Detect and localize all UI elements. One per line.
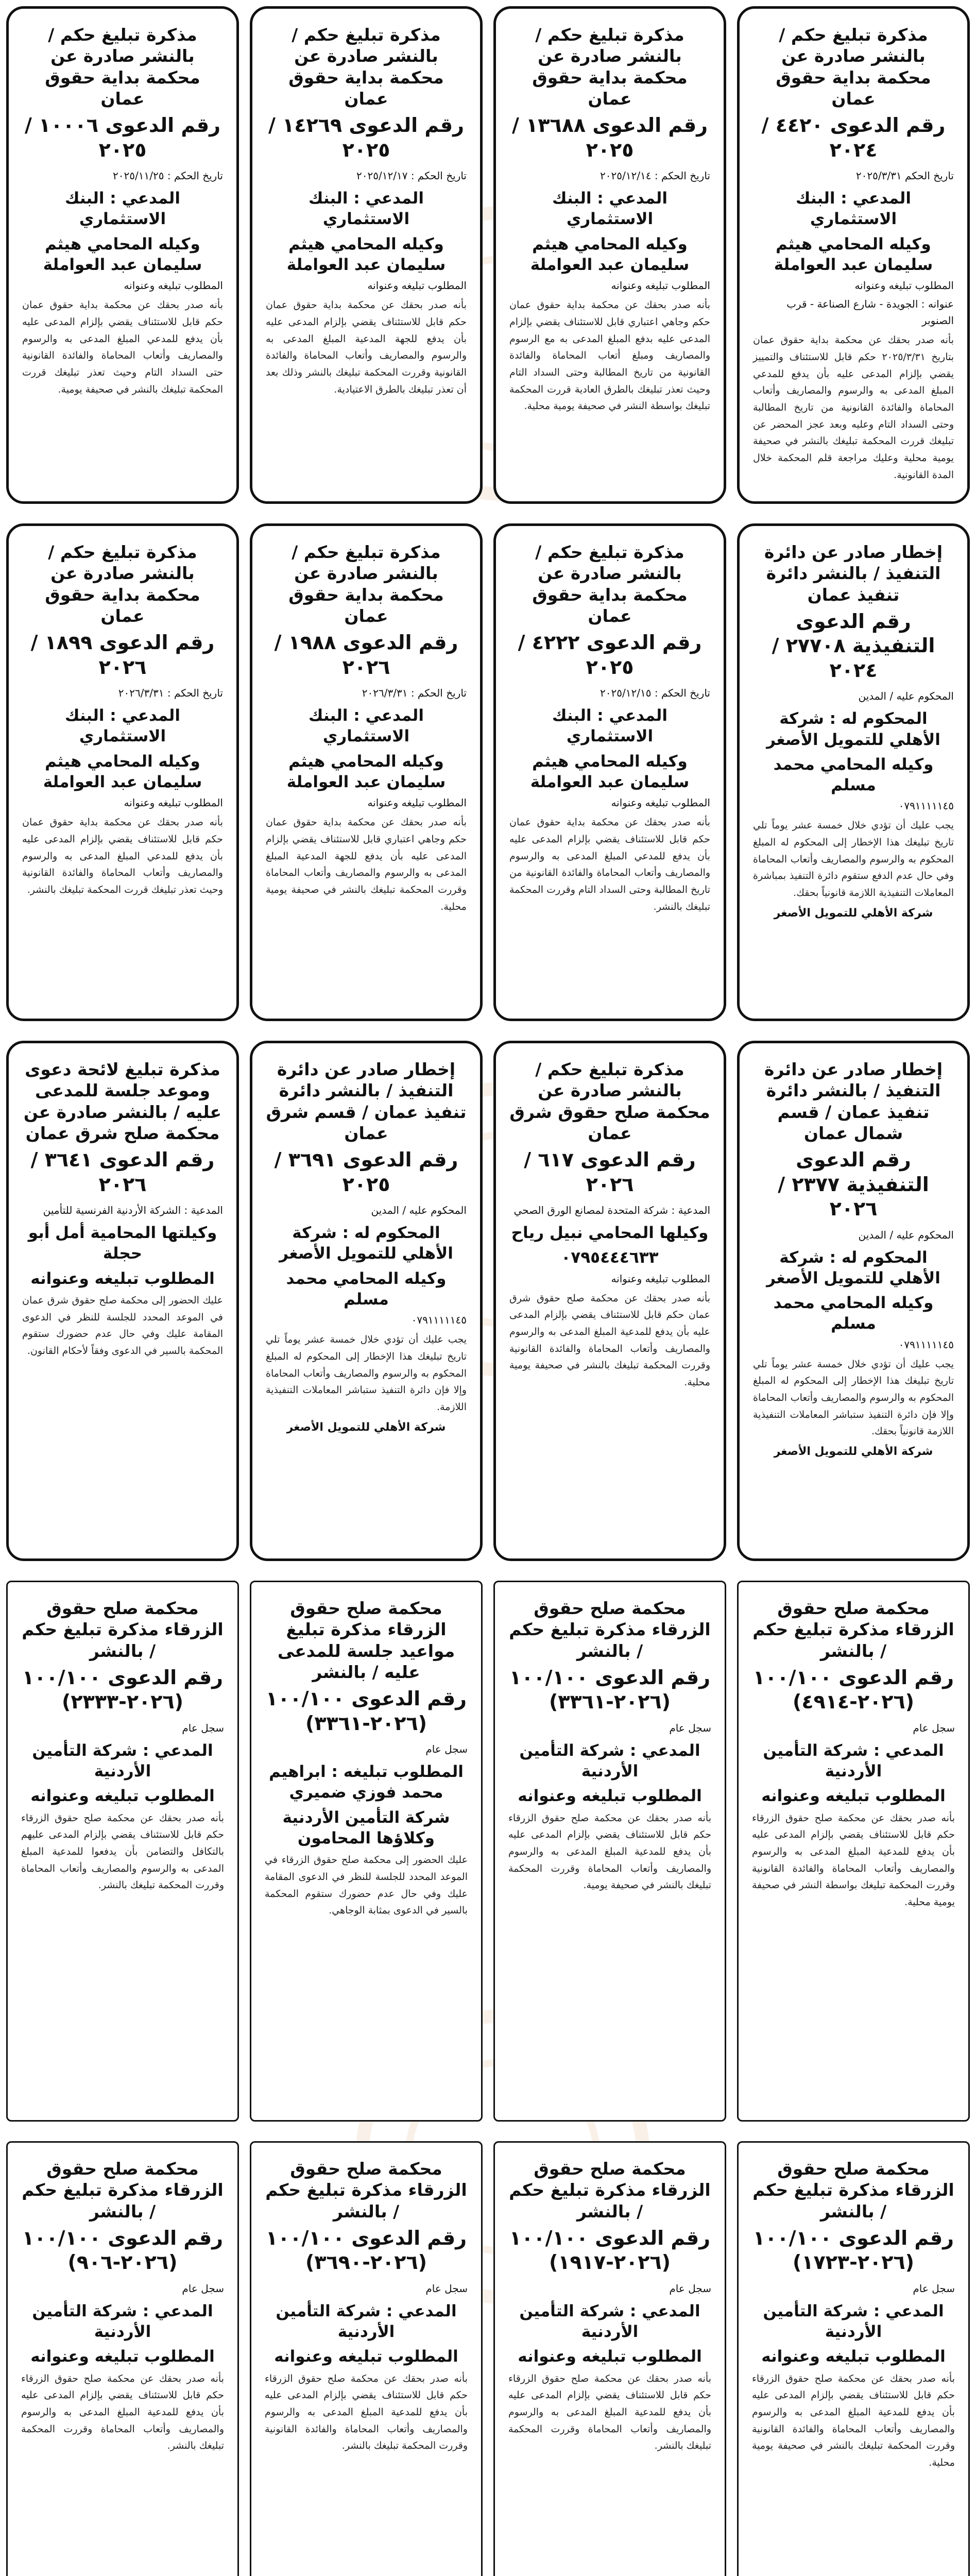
notice-title: محكمة صلح حقوق الزرقاء مذكرة تبليغ حكم / بالنشر — [509, 1598, 711, 1661]
notice-body-text: بأنه صدر بحقك عن محكمة صلح حقوق الزرقاء حكم قابل للاستئناف يقضي بإلزام المدعى عليهم بالتكافل والتضامن بأن يدفعوا للمدعية المبلغ المدعى به والرسوم والمصاريف وأتعاب المحاماة وقررت المحكمة تبليغك بالنشر. — [21, 1812, 224, 1891]
notice-title: مذكرة تبليغ حكم / بالنشر صادرة عن محكمة بداية حقوق عمان — [776, 25, 931, 109]
notice-detail-line: سجل عام — [182, 2282, 224, 2295]
legal-notice-card — [493, 1581, 726, 2122]
notice-detail-line: تاريخ الحكم : ٢٠٢٥/١٢/١٤ — [600, 170, 710, 182]
notice-detail-line: المطلوب تبليغه وعنوانه — [611, 279, 710, 292]
legal-notice-card — [6, 6, 239, 504]
notice-detail-line: المطلوب تبليغه : ابراهيم محمد فوزي ضميري — [269, 1762, 464, 1802]
notice-detail-line: سجل عام — [913, 1721, 955, 1734]
legal-notice-card — [250, 2141, 483, 2576]
case-number: رقم الدعوى ١٩٨٨ / ٢٠٢٦ — [274, 631, 458, 679]
case-number: رقم الدعوى التنفيذية ٢٣٧٧ / ٢٠٢٦ — [778, 1148, 929, 1220]
notice-detail-line: وكيله المحامي محمد مسلم — [773, 1294, 934, 1333]
legal-notice-card — [737, 523, 970, 1021]
notice-body-text: بأنه صدر بحقك عن محكمة بداية حقوق عمان حكم قابل للاستئناف يقضي بإلزام المدعى عليه بأن يدفع للمدعي المبلغ المدعى به والرسوم والمصاريف وأتعاب المحاماة والفائدة القانونية وحيث تعذر تبليغك قررت المحكمة تبليغك بالنشر. — [22, 817, 223, 895]
notice-body-text: يجب عليك أن تؤدي خلال خمسة عشر يوماً تلي تاريخ تبليغك هذا الإخطار إلى المحكوم له المبلغ المحكوم به والرسوم والمصاريف وأتعاب المحاماة وإلا فإن دائرة التنفيذ ستباشر المعاملات التنفيذية اللازمة. — [266, 1334, 467, 1413]
legal-notice-card — [493, 1041, 726, 1561]
notice-title: مذكرة تبليغ حكم / بالنشر صادرة عن محكمة بداية حقوق عمان — [45, 25, 200, 109]
notice-detail-line: المدعية : شركة المتحدة لمصانع الورق الصحي — [513, 1204, 710, 1216]
notice-detail-line: وكيلتها المحامية أمل أبو حجلة — [28, 1224, 217, 1263]
notice-detail-line: سجل عام — [425, 2282, 468, 2295]
notice-detail-line: شركة التأمين الأردنية وكلاؤها المحامون — [282, 1808, 450, 1848]
notice-detail-line: المحكوم عليه / المدين — [858, 1228, 954, 1241]
notice-detail-line: تاريخ الحكم : ٢٠٢٥/١٢/١٥ — [600, 687, 710, 699]
case-number: رقم الدعوى ١٠٠/١٠٠ (٢٠٢٦-١٩١٧) — [509, 2226, 710, 2274]
notice-title: مذكرة تبليغ لائحة دعوى وموعد جلسة للمدعى عليه / بالنشر صادرة عن محكمة صلح شرق عمان — [23, 1059, 222, 1143]
notice-detail-line: المطلوب تبليغه وعنوانه — [611, 796, 710, 809]
case-number: رقم الدعوى ١٣٦٨٨ / ٢٠٢٥ — [512, 114, 708, 161]
notice-detail-line: وكيله المحامي هيثم سليمان عبد العواملة — [530, 234, 690, 274]
notice-detail-line: وكيله المحامي هيثم سليمان عبد العواملة — [43, 234, 202, 274]
case-number: رقم الدعوى ٤٢٢٢ / ٢٠٢٥ — [518, 631, 702, 679]
notice-title: مذكرة تبليغ حكم / بالنشر صادرة عن محكمة صلح حقوق شرق عمان — [509, 1059, 710, 1143]
notice-detail-line: ٠٧٩١١١١١٤٥ — [411, 1314, 467, 1327]
case-number: رقم الدعوى ٣٦٤١ / ٢٠٢٦ — [30, 1148, 215, 1196]
notice-detail-line: المدعي : شركة التأمين الأردنية — [519, 2301, 700, 2342]
notice-detail-line: المطلوب تبليغه وعنوانه — [611, 1272, 710, 1285]
notice-title: إخطار صادر عن دائرة التنفيذ / بالنشر دائرة تنفيذ عمان / قسم شمال عمان — [764, 1059, 943, 1143]
notice-detail-line: ٠٧٩١١١١١٤٥ — [898, 1338, 954, 1351]
notice-detail-line: وكيله المحامي هيثم سليمان عبد العواملة — [286, 234, 446, 274]
notice-detail-line: المدعي : شركة التأمين الأردنية — [276, 2301, 457, 2342]
legal-notice-card — [737, 2141, 970, 2576]
notice-body-text: بأنه صدر بحقك عن محكمة صلح حقوق الزرقاء حكم قابل للاستئناف يقضي بإلزام المدعى عليه بأن يدفع للمدعية المبلغ المدعى به والرسوم والمصاريف وأتعاب المحاماة والفائدة القانونية وقررت المحكمة تبليغك بالنشر. — [265, 2372, 468, 2452]
notice-title: محكمة صلح حقوق الزرقاء مذكرة تبليغ مواعيد جلسة للمدعى عليه / بالنشر — [277, 1598, 455, 1682]
case-number: رقم الدعوى ١٠٠/١٠٠ (٢٠٢٦-٣٣٦١) — [509, 1666, 710, 1714]
notice-detail-line: وكيله المحامي محمد مسلم — [286, 1269, 447, 1309]
notice-title: محكمة صلح حقوق الزرقاء مذكرة تبليغ حكم / بالنشر — [22, 1598, 224, 1661]
notice-detail-line: المدعية : الشركة الأردنية الفرنسية للتأمين — [43, 1204, 223, 1216]
notice-body-text: بأنه صدر بحقك عن محكمة بداية حقوق عمان حكم قابل للاستئناف يقضي بإلزام المدعى عليه بأن يدفع للمدعي المبلغ المدعى به والرسوم والمصاريف وأتعاب المحاماة والفائدة القانونية حتى السداد التام وحيث تعذر تبليغك قررت المحكمة تبليغك بالنشر في صحيفة يومية. — [22, 299, 223, 395]
notice-detail-line: المدعي : شركة التأمين الأردنية — [519, 1741, 700, 1781]
notice-detail-line: المدعي : البنك الاستثماري — [552, 706, 667, 746]
notice-detail-line: المدعي : شركة التأمين الأردنية — [763, 2301, 944, 2342]
notice-detail-line: المطلوب تبليغه وعنوانه — [761, 1787, 946, 1806]
legal-notice-card — [250, 1581, 483, 2122]
notice-detail-line: المطلوب تبليغه وعنوانه — [124, 796, 223, 809]
notice-body-text: بأنه صدر بحقك عن محكمة صلح حقوق الزرقاء حكم قابل للاستئناف يقضي بإلزام المدعى عليه بأن يدفع للمدعية المبلغ المدعى به والرسوم والمصاريف وأتعاب المحاماة وقررت المحكمة تبليغك بالنشر. — [21, 2372, 224, 2452]
notice-detail-line: المدعي : شركة التأمين الأردنية — [763, 1741, 944, 1781]
notice-body-text: بأنه صدر بحقك عن محكمة بداية حقوق عمان بتاريخ ٢٠٢٥/٣/٣١ حكم قابل للاستئناف والتمييز يقضي بإلزام المدعى عليه بأن يدفع للمدعي المبلغ المدعى به والرسوم والمصاريف وأتعاب المحاماة والفائدة القانونية من تاريخ المطالبة وحتى السداد التام وعليه وبعد عجز المحضر عن تبليغك قررت المحكمة تبليغك بالنشر في صحيفة يومية محلية وعليك مراجعة قلم المحكمة خلال المدة القانونية. — [753, 334, 954, 481]
notice-detail-line: المطلوب تبليغه وعنوانه — [367, 796, 467, 809]
notice-detail-line: المحكوم له : شركة الأهلي للتمويل الأصغر — [279, 1224, 453, 1263]
notice-signature: شركة الأهلي للتمويل الأصغر — [774, 906, 933, 920]
notice-title: محكمة صلح حقوق الزرقاء مذكرة تبليغ حكم / بالنشر — [265, 2159, 467, 2222]
classified-ads-grid — [6, 6, 970, 2576]
notice-detail-line: وكيلها المحامي نبيل رياح — [511, 1224, 709, 1242]
legal-notice-card — [6, 1581, 239, 2122]
case-number: رقم الدعوى ١٠٠/١٠٠ (٢٠٢٦-٣٦٩٠) — [266, 2226, 467, 2274]
notice-detail-line: المطلوب تبليغه وعنوانه — [854, 279, 954, 292]
notice-detail-line: ٠٧٩٥٤٤٤٦٣٣ — [561, 1248, 659, 1267]
notice-detail-line: وكيله المحامي هيثم سليمان عبد العواملة — [286, 752, 446, 791]
case-number: رقم الدعوى ٣٦٩١ / ٢٠٢٥ — [274, 1148, 458, 1196]
legal-notice-card — [737, 1581, 970, 2122]
notice-detail-line: سجل عام — [913, 2282, 955, 2295]
notice-detail-line: المحكوم له : شركة الأهلي للتمويل الأصغر — [766, 1248, 940, 1287]
notice-body-text: بأنه صدر بحقك عن محكمة صلح حقوق شرق عمان حكم قابل للاستئناف يقضي بإلزام المدعى عليه بأن يدفع للمدعية المبلغ المدعى به والرسوم والمصاريف وأتعاب المحاماة والفائدة القانونية وقررت المحكمة تبليغك بالنشر في صحيفة يومية محلية. — [509, 1292, 710, 1388]
notice-title: مذكرة تبليغ حكم / بالنشر صادرة عن محكمة بداية حقوق عمان — [288, 542, 444, 626]
notice-detail-line: تاريخ الحكم : ٢٠٢٦/٣/٣١ — [362, 687, 467, 699]
notice-detail-line: المدعي : البنك الاستثماري — [796, 189, 911, 229]
notice-detail-line: المدعي : البنك الاستثماري — [552, 189, 667, 229]
notice-detail-line: سجل عام — [182, 1721, 224, 1734]
notice-body-text: بأنه صدر بحقك عن محكمة صلح حقوق الزرقاء حكم قابل للاستئناف يقضي بإلزام المدعى عليه بأن يدفع للمدعية المبلغ المدعى به والرسوم والمصاريف وأتعاب المحاماة وقررت المحكمة تبليغك بالنشر في صحيفة يومية. — [508, 1812, 711, 1891]
notice-detail-line: المحكوم عليه / المدين — [371, 1204, 467, 1216]
notice-body-text: بأنه صدر بحقك عن محكمة صلح حقوق الزرقاء حكم قابل للاستئناف يقضي بإلزام المدعى عليه بأن يدفع للمدعية المبلغ المدعى به والرسوم والمصاريف وأتعاب المحاماة والفائدة القانونية وقررت المحكمة تبليغك بواسطة النشر في صحيفة يومية محلية. — [752, 1812, 955, 1908]
notice-detail-line: المطلوب تبليغه وعنوانه — [30, 1787, 215, 1806]
notice-detail-line: المدعي : البنك الاستثماري — [65, 189, 180, 229]
notice-detail-line: المطلوب تبليغه وعنوانه — [761, 2347, 946, 2366]
legal-notice-card — [737, 6, 970, 504]
notice-detail-line: عنوانه : الجويدة - شارع الصناعة - قرب الصنوبر — [786, 298, 954, 327]
notice-detail-line: المدعي : البنك الاستثماري — [309, 189, 424, 229]
notice-body-text: عليك الحضور إلى محكمة صلح حقوق الزرقاء في الموعد المحدد للجلسة للنظر في الدعوى المقامة عليك وفي حال عدم حضورك ستقوم المحكمة بالسير في الدعوى بمثابة الوجاهي. — [265, 1854, 468, 1917]
notice-detail-line: وكيله المحامي هيثم سليمان عبد العواملة — [530, 752, 690, 791]
case-number: رقم الدعوى ١٨٩٩ / ٢٠٢٦ — [30, 631, 215, 679]
notice-detail-line: المدعي : البنك الاستثماري — [65, 706, 180, 746]
notice-body-text: عليك الحضور إلى محكمة صلح حقوق شرق عمان في الموعد المحدد للجلسة للنظر في الدعوى المقامة عليك وفي حال عدم حضورك ستقوم المحكمة بالسير في الدعوى وفقاً لأحكام القانون. — [22, 1294, 223, 1357]
notice-title: مذكرة تبليغ حكم / بالنشر صادرة عن محكمة بداية حقوق عمان — [45, 542, 200, 626]
notice-body-text: يجب عليك أن تؤدي خلال خمسة عشر يوماً تلي تاريخ تبليغك هذا الإخطار إلى المحكوم له المبلغ المحكوم به والرسوم والمصاريف وأتعاب المحاماة وفي حال عدم الدفع ستقوم دائرة التنفيذ بمباشرة المعاملات التنفيذية اللازمة قانونياً بحقك. — [753, 820, 954, 899]
notice-detail-line: المطلوب تبليغه وعنوانه — [30, 1269, 215, 1288]
notice-signature: شركة الأهلي للتمويل الأصغر — [774, 1445, 933, 1459]
case-number: رقم الدعوى ١٠٠/١٠٠ (٢٠٢٦-٣٣٦١) — [266, 1687, 467, 1735]
legal-notice-card — [493, 2141, 726, 2576]
notice-detail-line: المطلوب تبليغه وعنوانه — [518, 1787, 702, 1806]
notice-title: مذكرة تبليغ حكم / بالنشر صادرة عن محكمة بداية حقوق عمان — [288, 25, 444, 109]
case-number: رقم الدعوى ٦١٧ / ٢٠٢٦ — [524, 1148, 696, 1196]
legal-notice-card — [6, 2141, 239, 2576]
notice-detail-line: تاريخ الحكم ٢٠٢٥/٣/٣١ — [855, 170, 954, 182]
notice-signature: شركة الأهلي للتمويل الأصغر — [286, 1420, 446, 1434]
case-number: رقم الدعوى التنفيذية ٢٧٧٠٨ / ٢٠٢٤ — [772, 609, 935, 682]
legal-notice-card — [493, 523, 726, 1021]
notice-detail-line: المطلوب تبليغه وعنوانه — [30, 2347, 215, 2366]
notice-body-text: بأنه صدر بحقك عن محكمة بداية حقوق عمان حكم وجاهي اعتباري قابل للاستئناف يقضي بإلزام المدعى عليه بدفع المبلغ المدعى به مع الرسوم والمصاريف ومبلغ أتعاب المحاماة والفائدة القانونية من تاريخ المطالبة وحتى السداد التام وحيث تعذر تبليغك بالطرق العادية قررت المحكمة تبليغك بواسطة النشر في صحيفة يومية محلية. — [509, 299, 710, 412]
notice-detail-line: ٠٧٩١١١١١٤٥ — [898, 800, 954, 812]
notice-body-text: بأنه صدر بحقك عن محكمة صلح حقوق الزرقاء حكم قابل للاستئناف يقضي بإلزام المدعى عليه بأن يدفع للمدعية المبلغ المدعى به والرسوم والمصاريف وأتعاب المحاماة والفائدة القانونية وقررت المحكمة تبليغك بالنشر في صحيفة يومية محلية. — [752, 2372, 955, 2468]
legal-notice-card — [737, 1041, 970, 1561]
notice-detail-line: المطلوب تبليغه وعنوانه — [367, 279, 467, 292]
case-number: رقم الدعوى ١٠٠/١٠٠ (٢٠٢٦-٤٩١٤) — [753, 1666, 954, 1714]
notice-detail-line: المطلوب تبليغه وعنوانه — [274, 2347, 458, 2366]
case-number: رقم الدعوى ١٠٠٠٦ / ٢٠٢٥ — [25, 114, 220, 161]
notice-body-text: بأنه صدر بحقك عن محكمة بداية حقوق عمان حكم قابل للاستئناف يقضي بإلزام المدعى عليه بأن يدفع للمدعي المبلغ المدعى به والرسوم والمصاريف وأتعاب المحاماة والفائدة القانونية من تاريخ المطالبة وحتى السداد التام وقررت المحكمة تبليغك بالنشر. — [509, 817, 710, 912]
notice-detail-line: وكيله المحامي هيثم سليمان عبد العواملة — [43, 752, 202, 791]
notice-title: إخطار صادر عن دائرة التنفيذ / بالنشر دائرة تنفيذ عمان — [764, 542, 943, 605]
notice-title: محكمة صلح حقوق الزرقاء مذكرة تبليغ حكم / بالنشر — [22, 2159, 224, 2222]
notice-detail-line: المدعي : البنك الاستثماري — [309, 706, 424, 746]
notice-detail-line: تاريخ الحكم : ٢٠٢٥/١١/٢٥ — [113, 170, 223, 182]
notice-detail-line: المطلوب تبليغه وعنوانه — [124, 279, 223, 292]
notice-body-text: بأنه صدر بحقك عن محكمة بداية حقوق عمان حكم قابل للاستئناف يقضي بإلزام المدعى عليه بأن يدفع للجهة المدعية المبلغ المدعى به والرسوم والمصاريف وأتعاب المحاماة والفائدة القانونية وقررت المحكمة تبليغك بالنشر وذلك بعد أن تعذر تبليغك بالطرق الاعتيادية. — [266, 299, 467, 395]
legal-notice-card — [493, 6, 726, 504]
notice-detail-line: سجل عام — [425, 1743, 468, 1755]
notice-detail-line: سجل عام — [669, 1721, 711, 1734]
notice-body-text: يجب عليك أن تؤدي خلال خمسة عشر يوماً تلي تاريخ تبليغك هذا الإخطار إلى المحكوم له المبلغ المحكوم به والرسوم والمصاريف وأتعاب المحاماة وإلا فإن دائرة التنفيذ ستباشر المعاملات التنفيذية اللازمة قانونياً بحقك. — [753, 1358, 954, 1437]
case-number: رقم الدعوى ١٠٠/١٠٠ (٢٠٢٦-٢٣٣٣) — [22, 1666, 223, 1714]
notice-detail-line: المدعي : شركة التأمين الأردنية — [32, 1741, 213, 1781]
notice-detail-line: المدعي : شركة التأمين الأردنية — [32, 2301, 213, 2342]
case-number: رقم الدعوى ٤٤٢٠ / ٢٠٢٤ — [761, 114, 946, 161]
case-number: رقم الدعوى ١٠٠/١٠٠ (٢٠٢٦-١٧٢٣) — [753, 2226, 954, 2274]
legal-notice-card — [250, 6, 483, 504]
notice-title: إخطار صادر عن دائرة التنفيذ / بالنشر دائرة تنفيذ عمان / قسم شرق عمان — [266, 1059, 467, 1143]
notice-detail-line: تاريخ الحكم : ٢٠٢٥/١٢/١٧ — [356, 170, 467, 182]
notice-detail-line: تاريخ الحكم : ٢٠٢٦/٣/٣١ — [118, 687, 223, 699]
legal-notice-card — [6, 1041, 239, 1561]
notice-detail-line: وكيله المحامي هيثم سليمان عبد العواملة — [774, 234, 933, 274]
notice-title: محكمة صلح حقوق الزرقاء مذكرة تبليغ حكم / بالنشر — [752, 2159, 954, 2222]
legal-notice-card — [250, 1041, 483, 1561]
notice-detail-line: وكيله المحامي محمد مسلم — [773, 755, 934, 795]
legal-notice-card — [6, 523, 239, 1021]
case-number: رقم الدعوى ١٠٠/١٠٠ (٢٠٢٦-٩٠٦) — [22, 2226, 223, 2274]
notice-detail-line: سجل عام — [669, 2282, 711, 2295]
notice-title: محكمة صلح حقوق الزرقاء مذكرة تبليغ حكم / بالنشر — [509, 2159, 711, 2222]
notice-detail-line: المطلوب تبليغه وعنوانه — [518, 2347, 702, 2366]
legal-notice-card — [250, 523, 483, 1021]
notice-body-text: بأنه صدر بحقك عن محكمة صلح حقوق الزرقاء حكم قابل للاستئناف يقضي بإلزام المدعى عليه بأن يدفع للمدعية المبلغ المدعى به والرسوم والمصاريف وأتعاب المحاماة وقررت المحكمة تبليغك بالنشر. — [508, 2372, 711, 2452]
notice-title: مذكرة تبليغ حكم / بالنشر صادرة عن محكمة بداية حقوق عمان — [532, 25, 688, 109]
case-number: رقم الدعوى ١٤٢٦٩ / ٢٠٢٥ — [268, 114, 464, 161]
notice-body-text: بأنه صدر بحقك عن محكمة بداية حقوق عمان حكم وجاهي اعتباري قابل للاستئناف يقضي بإلزام المدعى عليه بأن يدفع للجهة المدعية المبلغ المدعى به والرسوم والمصاريف وأتعاب المحاماة وقررت المحكمة تبليغك بالنشر في صحيفة يومية محلية. — [266, 817, 467, 912]
notice-detail-line: المحكوم له : شركة الأهلي للتمويل الأصغر — [766, 709, 940, 749]
notice-title: محكمة صلح حقوق الزرقاء مذكرة تبليغ حكم / بالنشر — [752, 1598, 954, 1661]
notice-detail-line: المحكوم عليه / المدين — [858, 690, 954, 703]
notice-title: مذكرة تبليغ حكم / بالنشر صادرة عن محكمة بداية حقوق عمان — [532, 542, 688, 626]
